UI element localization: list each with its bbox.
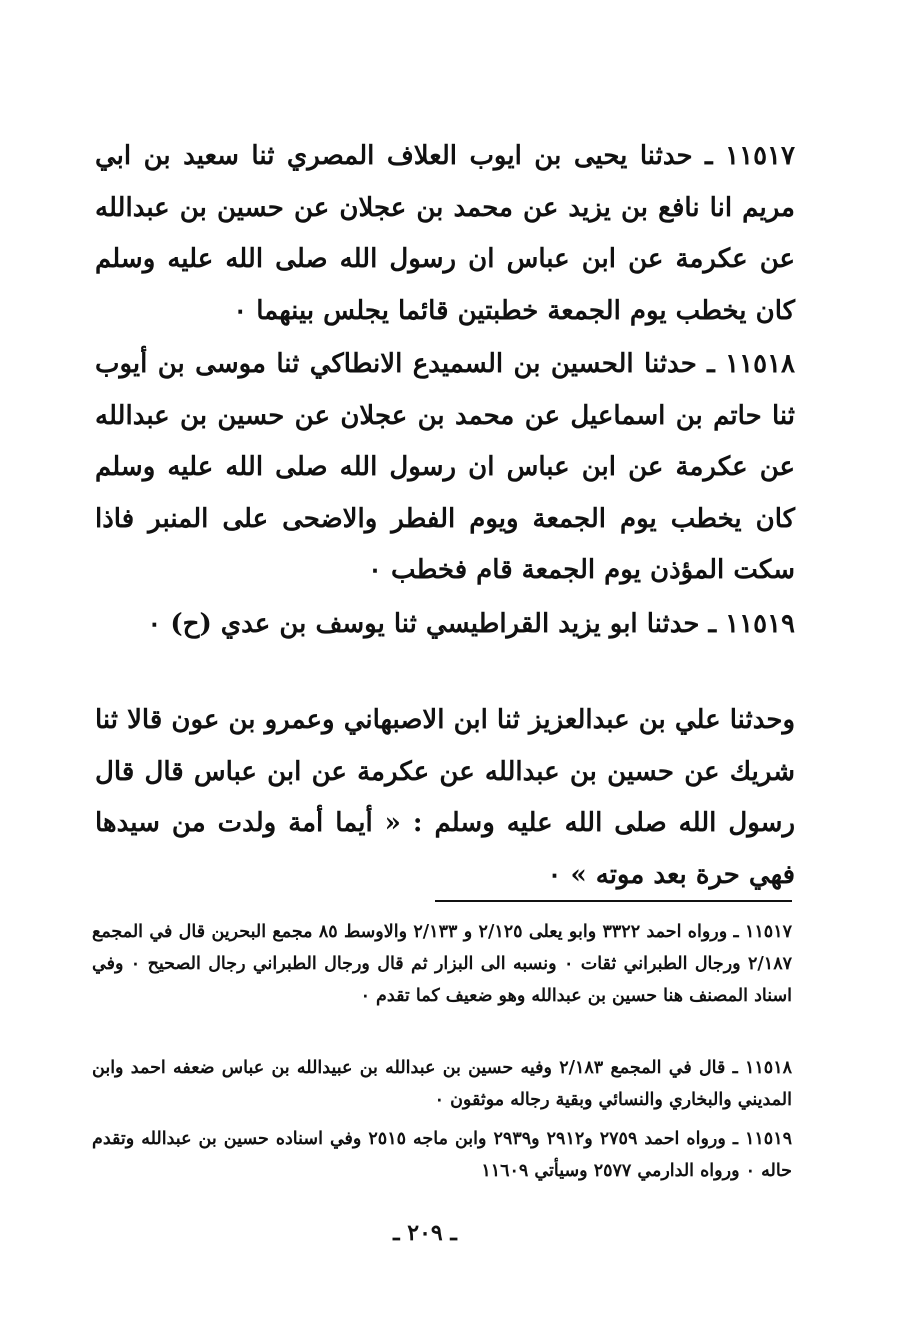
footnote-11519: ١١٥١٩ ـ ورواه احمد ٢٧٥٩ و٢٩١٢ و٢٩٣٩ وابن ماجه ٢٥١٥ وفي اسناده حسين بن عبدالله وتقدم حاله ٠ ورواه الدارمي ٢٥٧٧ وسيأتي ١١٦٠٩ bbox=[92, 1129, 792, 1181]
page-number: ـ ٢٠٩ ـ bbox=[393, 1220, 457, 1246]
hadith-11519 bbox=[95, 599, 795, 651]
hadith-11517 bbox=[95, 131, 795, 337]
hadith-continuation bbox=[95, 695, 795, 901]
continuation-text: وحدثنا علي بن عبدالعزيز ثنا ابن الاصبهاني وعمرو بن عون قالا ثنا شريك عن حسين بن عبدالله عن عكرمة عن ابن عباس قال قال رسول الله صلى الله عليه وسلم : « أيما أمة ولدت من سيدها فهي حرة بعد موته » ٠ bbox=[95, 705, 795, 890]
hadith-text: ـ حدثنا يحيى بن ايوب العلاف المصري ثنا سعيد بن ابي مريم انا نافع بن يزيد عن محمد بن عجلان عن حسين بن عبدالله عن عكرمة عن ابن عباس ان رسول الله صلى الله عليه وسلم كان يخطب يوم الجمعة خطبتين قائما يجلس بينهما ٠ bbox=[95, 141, 795, 326]
hadith-number: ١١٥١٨ bbox=[725, 349, 795, 379]
footnote-11517: ١١٥١٧ ـ ورواه احمد ٣٣٢٢ وابو يعلى ٢/١٢٥ و ٢/١٣٣ والاوسط ٨٥ مجمع البحرين قال في المجمع ٢/١٨٧ ورجال الطبراني ثقات ٠ ونسبه الى البزار ثم قال ورجال الطبراني رجال الصحيح ٠ وفي اسناد المصنف هنا حسين بن عبدالله وهو ضعيف كما تقدم ٠ bbox=[92, 922, 792, 1006]
footnote-divider bbox=[435, 900, 792, 902]
hadith-number: ١١٥١٩ bbox=[725, 609, 795, 639]
footnote-11518: ١١٥١٨ ـ قال في المجمع ٢/١٨٣ وفيه حسين بن عبدالله بن عبيدالله بن عباس ضعفه احمد وابن المديني والبخاري والنسائي وبقية رجاله موثقون ٠ bbox=[92, 1058, 792, 1110]
hadith-number: ١١٥١٧ bbox=[725, 141, 795, 171]
hadith-text: ـ حدثنا الحسين بن السميدع الانطاكي ثنا موسى بن أيوب ثنا حاتم بن اسماعيل عن محمد بن عجلان عن حسين بن عبدالله عن عكرمة عن ابن عباس ان رسول الله صلى الله عليه وسلم كان يخطب يوم الجمعة ويوم الفطر والاضحى على المنبر فاذا سكت المؤذن يوم الجمعة قام فخطب ٠ bbox=[95, 349, 795, 585]
hadith-11518 bbox=[95, 339, 795, 597]
hadith-text: ـ حدثنا ابو يزيد القراطيسي ثنا يوسف بن عدي (ح) ٠ bbox=[147, 609, 717, 639]
